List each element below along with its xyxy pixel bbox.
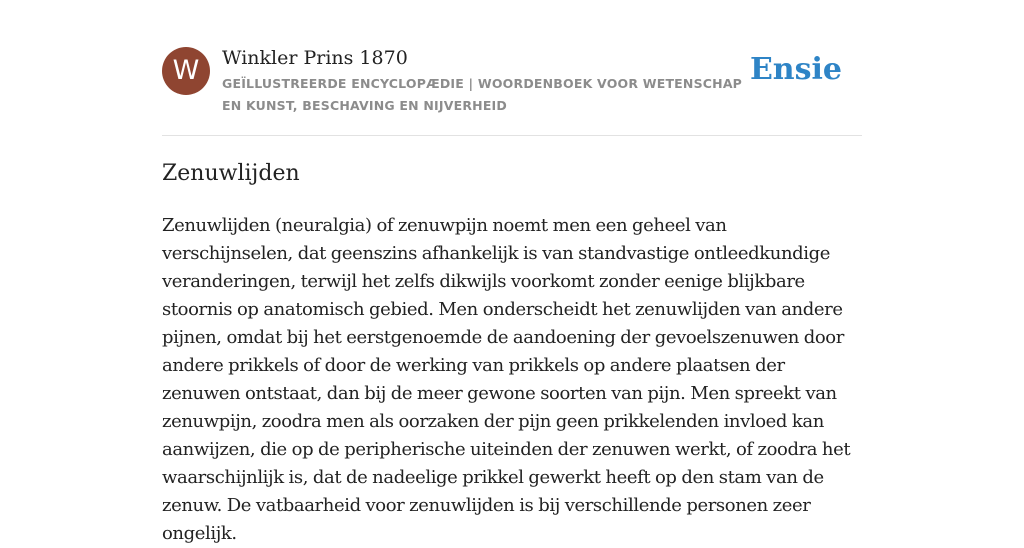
ensie-logo-link[interactable]: Ensie — [749, 52, 842, 87]
source-header — [162, 0, 862, 136]
article-body: Zenuwlijden (neuralgia) of zenuwpijn noemt men een geheel van verschijnselen, dat geenszins afhankelijk is van standvastige ontleedkundige veranderingen, terwijl het zelfs dikwijls voorkomt zonder eenige blijkbare stoornis op anatomisch gebied. Men onderscheidt het zenuwlijden van andere pijnen, omdat bij het eerstgenoemde de aandoening der gevoelszenuwen door andere prikkels of door de werking van prikkels op andere plaatsen der zenuwen ontstaat, dan bij de meer gewone soorten van pijn. Men spreekt van zenuwpijn, zoodra men als oorzaken der pijn geen prikkelenden invloed kan aanwijzen, die op de peripherische uiteinden der zenuwen werkt, of zoodra het waarschijnlijk is, dat de nadeelige prikkel gewerkt heeft op den stam van de zenuw. De vatbaarheid voor zenuwlijden is bij verschillende personen zeer ongelijk. — [162, 215, 851, 544]
article-title: Zenuwlijden — [162, 161, 300, 186]
page-container — [162, 0, 862, 544]
source-title[interactable]: Winkler Prins 1870 — [222, 47, 408, 69]
source-subtitle: GEÏLLUSTREERDE ENCYCLOPÆDIE | WOORDENBOEK VOOR WETENSCHAP EN KUNST, BESCHAVING EN NIJVERHEID — [222, 76, 743, 113]
source-avatar[interactable]: W — [162, 47, 210, 95]
